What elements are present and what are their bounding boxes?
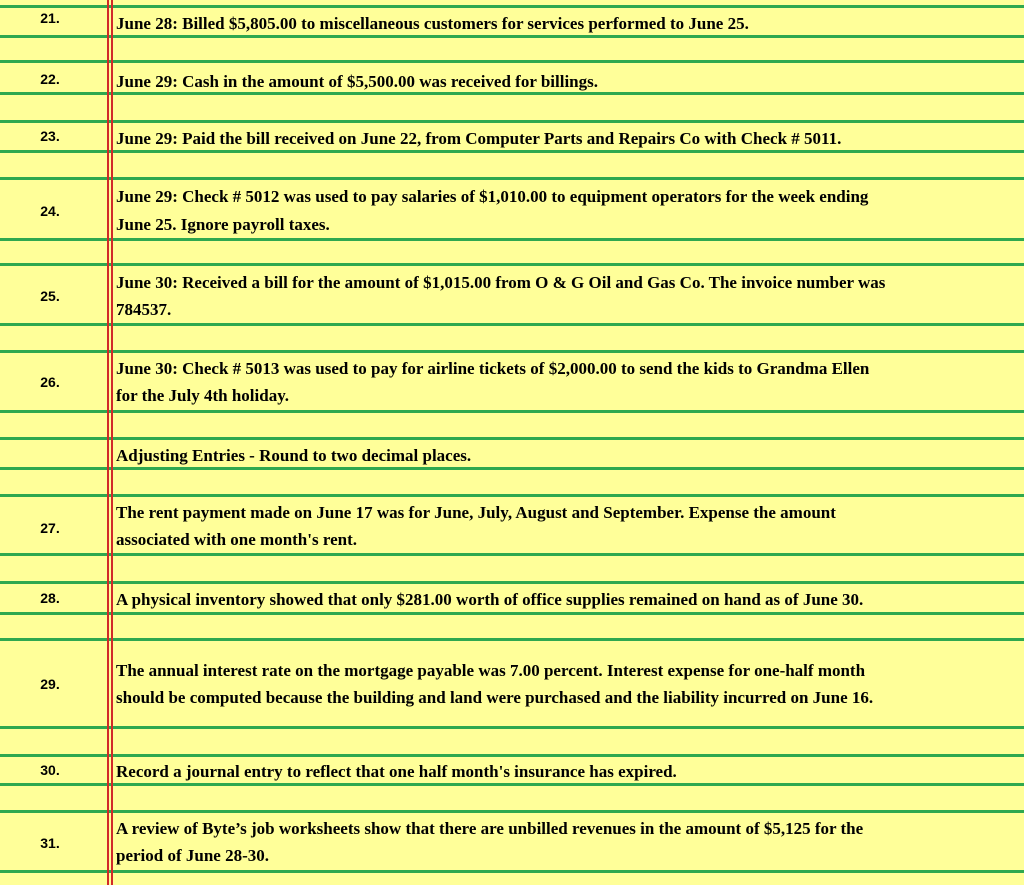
- item-number: 26.: [40, 374, 60, 390]
- item-text: associated with one month's rent.: [116, 530, 357, 549]
- rule-line: [0, 350, 1024, 353]
- item-number: 21.: [40, 10, 60, 26]
- rule-line: [0, 581, 1024, 584]
- rule-line: [0, 323, 1024, 326]
- item-text: The rent payment made on June 17 was for June, July, August and September. Expense the amount: [116, 503, 836, 522]
- item-number: 24.: [40, 203, 60, 219]
- item-number: 31.: [40, 835, 60, 851]
- rule-line: [0, 437, 1024, 440]
- rule-line: [0, 150, 1024, 153]
- item-text: June 30: Check # 5013 was used to pay for airline tickets of $2,000.00 to send the kids to Grandma Ellen: [116, 359, 870, 378]
- rule-line: [0, 783, 1024, 786]
- rule-line: [0, 35, 1024, 38]
- rule-line: [0, 60, 1024, 63]
- item-text: June 25. Ignore payroll taxes.: [116, 215, 330, 234]
- item-number: 23.: [40, 128, 60, 144]
- item-text: should be computed because the building and land were purchased and the liability incurred on June 16.: [116, 688, 874, 707]
- rule-line: [0, 5, 1024, 8]
- item-number: 30.: [40, 762, 60, 778]
- item-number: 22.: [40, 71, 60, 87]
- rule-line: [0, 92, 1024, 95]
- rule-line: [0, 120, 1024, 123]
- item-number: 28.: [40, 590, 60, 606]
- item-text: June 29: Paid the bill received on June 22, from Computer Parts and Repairs Co with Check # 5011.: [116, 129, 842, 148]
- rule-line: [0, 494, 1024, 497]
- item-number: 29.: [40, 676, 60, 692]
- item-text: Record a journal entry to reflect that one half month's insurance has expired.: [116, 762, 677, 781]
- margin-line: [111, 0, 113, 885]
- item-text: June 29: Cash in the amount of $5,500.00 was received for billings.: [116, 72, 599, 91]
- section-heading: Adjusting Entries - Round to two decimal places.: [116, 446, 472, 465]
- item-number: 27.: [40, 520, 60, 536]
- item-text: The annual interest rate on the mortgage payable was 7.00 percent. Interest expense for one-half month: [116, 661, 866, 680]
- rule-line: [0, 726, 1024, 729]
- margin-line: [107, 0, 109, 885]
- rule-line: [0, 553, 1024, 556]
- item-text: 784537.: [116, 300, 172, 319]
- item-text: period of June 28-30.: [116, 846, 269, 865]
- rule-line: [0, 612, 1024, 615]
- rule-line: [0, 263, 1024, 266]
- rule-line: [0, 638, 1024, 641]
- rule-line: [0, 467, 1024, 470]
- rule-line: [0, 754, 1024, 757]
- item-text: June 30: Received a bill for the amount of $1,015.00 from O & G Oil and Gas Co. The invoice number was: [116, 273, 886, 292]
- item-text: June 29: Check # 5012 was used to pay salaries of $1,010.00 to equipment operators for the week ending: [116, 187, 869, 206]
- rule-line: [0, 238, 1024, 241]
- rule-line: [0, 177, 1024, 180]
- rule-line: [0, 870, 1024, 873]
- rule-line: [0, 410, 1024, 413]
- item-text: June 28: Billed $5,805.00 to miscellaneous customers for services performed to June 25.: [116, 14, 749, 33]
- item-number: 25.: [40, 288, 60, 304]
- rule-line: [0, 810, 1024, 813]
- item-text: for the July 4th holiday.: [116, 386, 290, 405]
- item-text: A review of Byte’s job worksheets show that there are unbilled revenues in the amount of $5,125 for the: [116, 819, 864, 838]
- item-text: A physical inventory showed that only $281.00 worth of office supplies remained on hand as of June 30.: [116, 590, 864, 609]
